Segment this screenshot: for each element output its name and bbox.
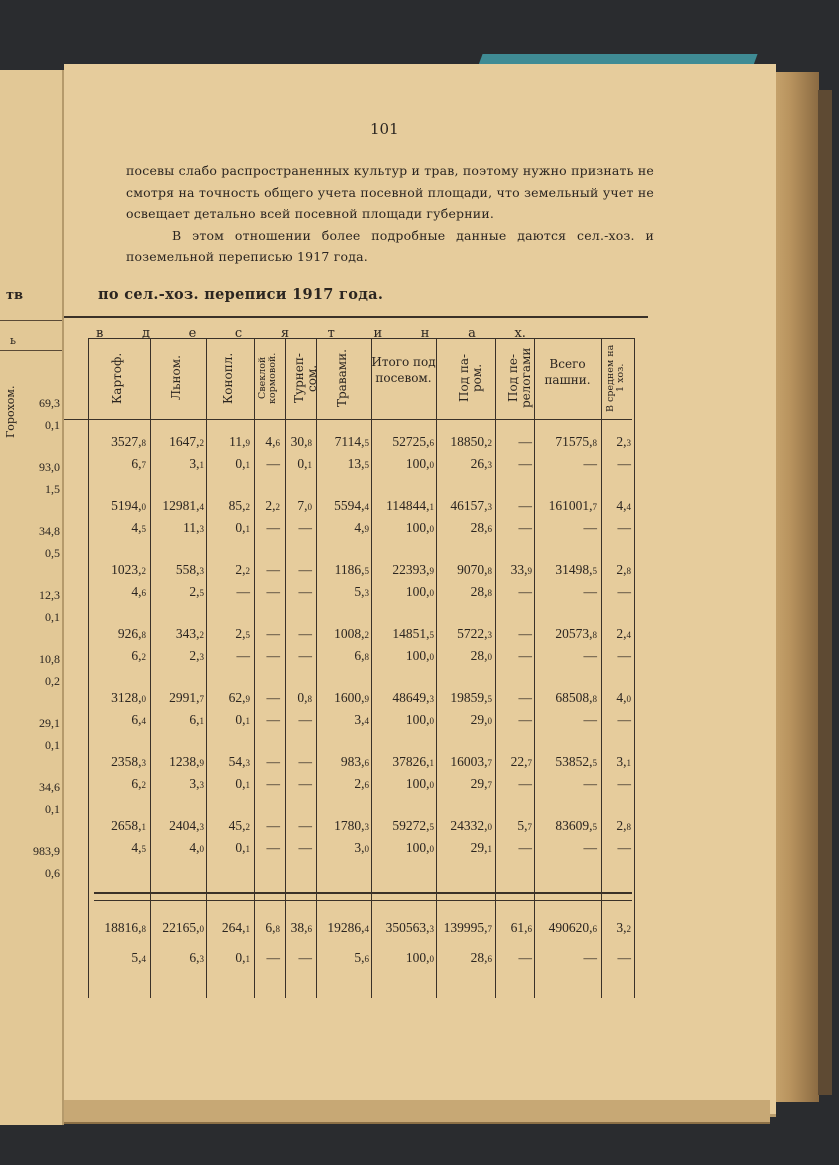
table-cell: 37826,1 bbox=[392, 754, 434, 769]
left-page-value: 34,8 bbox=[39, 524, 60, 538]
table-cell: 0,1 bbox=[235, 520, 250, 535]
table-cell: — bbox=[266, 690, 280, 705]
table-cell: 5194,0 bbox=[111, 498, 146, 513]
table-cell: 983,6 bbox=[340, 754, 369, 769]
group-header-letter: в bbox=[96, 326, 104, 341]
table-rule bbox=[94, 900, 632, 901]
table-cell: — bbox=[617, 840, 631, 855]
table-cell: — bbox=[583, 584, 597, 599]
table-cell: 0,1 bbox=[297, 456, 312, 471]
table-cell: — bbox=[518, 648, 532, 663]
left-page-column-label: Горохом. bbox=[4, 385, 17, 438]
table-cell: 2658,1 bbox=[111, 818, 146, 833]
table-cell: — bbox=[518, 498, 532, 513]
table-total-cell: 264,1 bbox=[221, 920, 250, 935]
table-cell: 100,0 bbox=[405, 520, 434, 535]
table-cell: 4,5 bbox=[131, 520, 146, 535]
column-header: Итого под посевом. bbox=[371, 355, 436, 385]
table-cell: 343,2 bbox=[175, 626, 204, 641]
column-header: Под пе-релогами bbox=[505, 347, 533, 409]
left-page-value: 34,6 bbox=[39, 780, 60, 794]
table-cell: — bbox=[298, 840, 312, 855]
table-total-cell: 0,1 bbox=[235, 950, 250, 965]
column-header: Конопл. bbox=[221, 352, 235, 404]
table-cell: — bbox=[617, 712, 631, 727]
table-total-cell: 100,0 bbox=[405, 950, 434, 965]
table-cell: — bbox=[518, 520, 532, 535]
table-cell: — bbox=[518, 776, 532, 791]
table-cell: 14851,5 bbox=[392, 626, 434, 641]
left-page-letter: ь bbox=[10, 334, 16, 347]
table-total-cell: 19286,4 bbox=[327, 920, 369, 935]
table-cell: — bbox=[266, 584, 280, 599]
left-page-value: 0,1 bbox=[45, 418, 60, 432]
group-header-letter: с bbox=[234, 326, 243, 341]
table-cell: 59272,5 bbox=[392, 818, 434, 833]
table-cell: 926,8 bbox=[117, 626, 146, 641]
table-cell: — bbox=[518, 456, 532, 471]
table-cell: 5594,4 bbox=[334, 498, 369, 513]
table-cell: — bbox=[617, 456, 631, 471]
table-cell: 62,9 bbox=[228, 690, 250, 705]
table-cell: 2,8 bbox=[616, 818, 631, 833]
table-total-cell: 18816,8 bbox=[104, 920, 146, 935]
group-header-letter: я bbox=[280, 326, 290, 341]
table-rule bbox=[94, 892, 632, 894]
table-cell: 6,2 bbox=[131, 648, 146, 663]
table-cell: 31498,5 bbox=[555, 562, 597, 577]
table-cell: — bbox=[298, 562, 312, 577]
book-spine-shadow bbox=[818, 90, 832, 1095]
table-rule bbox=[64, 316, 648, 318]
table-cell: 0,1 bbox=[235, 776, 250, 791]
table-total-cell: — bbox=[518, 950, 532, 965]
table-cell: 3,0 bbox=[354, 840, 369, 855]
table-cell: — bbox=[298, 626, 312, 641]
column-header: Под па-ром. bbox=[456, 353, 484, 403]
table-cell: — bbox=[518, 840, 532, 855]
table-cell: 2,2 bbox=[235, 562, 250, 577]
table-cell: — bbox=[266, 818, 280, 833]
table-cell: 2,3 bbox=[189, 648, 204, 663]
table-cell: 100,0 bbox=[405, 648, 434, 663]
table-cell: 3,3 bbox=[189, 776, 204, 791]
table-cell: — bbox=[266, 520, 280, 535]
table-cell: 0,1 bbox=[235, 712, 250, 727]
table-cell: — bbox=[236, 584, 250, 599]
table-cell: — bbox=[617, 584, 631, 599]
table-total-cell: 139995,7 bbox=[443, 920, 492, 935]
table-total-cell: 6,8 bbox=[265, 920, 280, 935]
table-cell: 24332,0 bbox=[450, 818, 492, 833]
table-cell: 100,0 bbox=[405, 584, 434, 599]
table-cell: 3,4 bbox=[354, 712, 369, 727]
group-header-letter: а bbox=[468, 326, 476, 341]
table-cell: 1186,5 bbox=[334, 562, 369, 577]
table-total-cell: 350563,3 bbox=[385, 920, 434, 935]
table-total-cell: 38,6 bbox=[290, 920, 312, 935]
table-total-cell: 5,6 bbox=[354, 950, 369, 965]
table-title: по сел.-хоз. переписи 1917 года. bbox=[98, 286, 384, 303]
table-cell: 4,6 bbox=[265, 434, 280, 449]
table-cell: 20573,8 bbox=[555, 626, 597, 641]
table-total-cell: 28,6 bbox=[470, 950, 492, 965]
column-header: Льном. bbox=[169, 355, 183, 401]
table-cell: 0,1 bbox=[235, 840, 250, 855]
table-cell: 52725,6 bbox=[392, 434, 434, 449]
table-cell: 4,0 bbox=[189, 840, 204, 855]
left-page-value: 12,3 bbox=[39, 588, 60, 602]
table-cell: — bbox=[266, 776, 280, 791]
table-cell: 2404,3 bbox=[169, 818, 204, 833]
table-cell: — bbox=[266, 456, 280, 471]
table-cell: 4,4 bbox=[616, 498, 631, 513]
table-cell: 114844,1 bbox=[386, 498, 434, 513]
table-cell: — bbox=[266, 712, 280, 727]
table-cell: 83609,5 bbox=[555, 818, 597, 833]
table-cell: 3,1 bbox=[189, 456, 204, 471]
table-cell: 6,2 bbox=[131, 776, 146, 791]
table-cell: 3527,8 bbox=[111, 434, 146, 449]
table-cell: — bbox=[266, 562, 280, 577]
table-cell: 54,3 bbox=[228, 754, 250, 769]
column-header: Травами. bbox=[334, 349, 349, 407]
table-cell: 5722,3 bbox=[457, 626, 492, 641]
table-cell: 2358,3 bbox=[111, 754, 146, 769]
paragraph: посевы слабо распространенных культур и трав, поэтому нужно признать не смотря на точность общего учета посевной площади, что земельный учет не освещает детально всей посевной площади губернии. bbox=[126, 163, 654, 221]
page-bottom-edge bbox=[64, 1100, 770, 1124]
left-page-value: 29,1 bbox=[39, 716, 60, 730]
table-total-cell: — bbox=[617, 950, 631, 965]
group-header bbox=[96, 326, 526, 341]
table-cell: — bbox=[298, 776, 312, 791]
group-header-letter: т bbox=[327, 326, 335, 341]
group-header-letter: д bbox=[141, 326, 150, 341]
column-header: Картоф. bbox=[110, 352, 124, 404]
column-header: В среднем на 1 хоз. bbox=[604, 344, 626, 412]
table-cell: 558,3 bbox=[175, 562, 204, 577]
left-page-value: 0,6 bbox=[45, 866, 60, 880]
table-cell: 6,8 bbox=[354, 648, 369, 663]
table-cell: 100,0 bbox=[405, 776, 434, 791]
paragraph: В этом отношении более подробные данные даются сел.-хоз. и поземельной переписью 1917 года. bbox=[126, 227, 654, 264]
table-cell: — bbox=[266, 626, 280, 641]
group-header-letter: е bbox=[188, 326, 197, 341]
left-page-rule bbox=[0, 320, 62, 321]
left-page-value: 93,0 bbox=[39, 460, 60, 474]
table-cell: 0,8 bbox=[297, 690, 312, 705]
table-cell: — bbox=[518, 690, 532, 705]
table-cell: 1647,2 bbox=[169, 434, 204, 449]
table-cell: 9070,8 bbox=[457, 562, 492, 577]
left-page-value: 10,8 bbox=[39, 652, 60, 666]
table-cell: 1008,2 bbox=[334, 626, 369, 641]
table-total-cell: — bbox=[266, 950, 280, 965]
table-cell: — bbox=[518, 584, 532, 599]
table-cell: — bbox=[583, 648, 597, 663]
table-cell: — bbox=[266, 840, 280, 855]
page-number: 101 bbox=[370, 120, 399, 138]
table-cell: 30,8 bbox=[290, 434, 312, 449]
table-cell: 28,0 bbox=[470, 648, 492, 663]
table-cell: 0,1 bbox=[235, 456, 250, 471]
table-cell: 2,2 bbox=[265, 498, 280, 513]
table-cell: 13,5 bbox=[347, 456, 369, 471]
table-cell: 4,9 bbox=[354, 520, 369, 535]
table-cell: 28,8 bbox=[470, 584, 492, 599]
table-cell: 2991,7 bbox=[169, 690, 204, 705]
table-cell: 26,3 bbox=[470, 456, 492, 471]
table-total-cell: 5,4 bbox=[131, 950, 146, 965]
left-page-rule bbox=[0, 350, 62, 351]
table-total-cell: — bbox=[583, 950, 597, 965]
table-cell: — bbox=[617, 648, 631, 663]
column-header: Турнеп-сом. bbox=[291, 353, 319, 403]
table-cell: 7114,5 bbox=[334, 434, 369, 449]
table-cell: 2,3 bbox=[616, 434, 631, 449]
table-cell: 29,0 bbox=[470, 712, 492, 727]
table-cell: 22,7 bbox=[510, 754, 532, 769]
table-cell: 7,0 bbox=[297, 498, 312, 513]
table-cell: 19859,5 bbox=[450, 690, 492, 705]
table-cell: 4,6 bbox=[131, 584, 146, 599]
group-header-letter: н bbox=[420, 326, 430, 341]
table-cell: 4,5 bbox=[131, 840, 146, 855]
table-cell: 16003,7 bbox=[450, 754, 492, 769]
table-cell: 2,6 bbox=[354, 776, 369, 791]
table-cell: 11,9 bbox=[229, 434, 250, 449]
table-cell: 29,7 bbox=[470, 776, 492, 791]
table-cell: 1600,9 bbox=[334, 690, 369, 705]
table-cell: — bbox=[583, 776, 597, 791]
table-cell: 1238,9 bbox=[169, 754, 204, 769]
column-header: Всего пашни. bbox=[544, 357, 591, 387]
table-cell: 85,2 bbox=[228, 498, 250, 513]
table-cell: 6,1 bbox=[189, 712, 204, 727]
table-cell: 1780,3 bbox=[334, 818, 369, 833]
table-column-rule bbox=[634, 338, 635, 998]
group-header-letter: х. bbox=[514, 326, 526, 341]
table-cell: 18850,2 bbox=[450, 434, 492, 449]
table-cell: 4,0 bbox=[616, 690, 631, 705]
table-cell: — bbox=[236, 648, 250, 663]
table-cell: 28,6 bbox=[470, 520, 492, 535]
table-cell: 46157,3 bbox=[450, 498, 492, 513]
table-cell: — bbox=[518, 712, 532, 727]
table-cell: 3128,0 bbox=[111, 690, 146, 705]
body-text bbox=[126, 160, 654, 268]
table-cell: 48649,3 bbox=[392, 690, 434, 705]
left-page-value: 0,1 bbox=[45, 610, 60, 624]
table-cell: — bbox=[298, 712, 312, 727]
table-total-cell: 490620,6 bbox=[548, 920, 597, 935]
left-page-value: 0,1 bbox=[45, 738, 60, 752]
table-cell: — bbox=[518, 626, 532, 641]
table-cell: — bbox=[518, 434, 532, 449]
table-cell: 100,0 bbox=[405, 712, 434, 727]
group-header-letter: и bbox=[373, 326, 383, 341]
table-cell: 6,7 bbox=[131, 456, 146, 471]
table-cell: 2,4 bbox=[616, 626, 631, 641]
column-header: Свеклой кормовой. bbox=[256, 352, 278, 404]
table-cell: 22393,9 bbox=[392, 562, 434, 577]
table-cell: — bbox=[617, 520, 631, 535]
left-page-fragment bbox=[0, 70, 64, 1125]
table-cell: — bbox=[298, 818, 312, 833]
left-page-value: 0,1 bbox=[45, 802, 60, 816]
left-page-value: 0,2 bbox=[45, 674, 60, 688]
table-cell: 1023,2 bbox=[111, 562, 146, 577]
table-cell: — bbox=[298, 648, 312, 663]
table-cell: 2,8 bbox=[616, 562, 631, 577]
table-total-cell: 61,6 bbox=[510, 920, 532, 935]
table-cell: — bbox=[583, 712, 597, 727]
table-cell: — bbox=[298, 584, 312, 599]
left-page-value: 0,5 bbox=[45, 546, 60, 560]
table-total-cell: 6,3 bbox=[189, 950, 204, 965]
table-cell: 5,3 bbox=[354, 584, 369, 599]
table-cell: — bbox=[266, 648, 280, 663]
table-cell: 6,4 bbox=[131, 712, 146, 727]
table-cell: — bbox=[298, 754, 312, 769]
table-total-cell: 3,2 bbox=[616, 920, 631, 935]
table-cell: 100,0 bbox=[405, 456, 434, 471]
table-cell: 11,3 bbox=[183, 520, 204, 535]
table-cell: 53852,5 bbox=[555, 754, 597, 769]
table-cell: 100,0 bbox=[405, 840, 434, 855]
table-cell: 2,5 bbox=[189, 584, 204, 599]
table-cell: — bbox=[617, 776, 631, 791]
table-cell: 12981,4 bbox=[162, 498, 204, 513]
table-cell: 45,2 bbox=[228, 818, 250, 833]
table-cell: 2,5 bbox=[235, 626, 250, 641]
table-total-cell: 22165,0 bbox=[162, 920, 204, 935]
table-cell: 29,1 bbox=[470, 840, 492, 855]
table-cell: 71575,8 bbox=[555, 434, 597, 449]
left-page-value: 1,5 bbox=[45, 482, 60, 496]
left-page-value: 69,3 bbox=[39, 396, 60, 410]
book-page bbox=[64, 64, 776, 1117]
table-cell: 5,7 bbox=[517, 818, 532, 833]
table-cell: — bbox=[266, 754, 280, 769]
table-cell: 3,1 bbox=[616, 754, 631, 769]
table-cell: 68508,8 bbox=[555, 690, 597, 705]
table-total-cell: — bbox=[298, 950, 312, 965]
table-cell: — bbox=[298, 520, 312, 535]
table-cell: — bbox=[583, 840, 597, 855]
table-cell: — bbox=[583, 520, 597, 535]
left-page-value: 983,9 bbox=[33, 844, 60, 858]
table-cell: — bbox=[583, 456, 597, 471]
page-stack-edge bbox=[770, 72, 819, 1102]
table-cell: 161001,7 bbox=[548, 498, 597, 513]
left-page-heading: тв bbox=[6, 288, 24, 303]
table-cell: 33,9 bbox=[510, 562, 532, 577]
